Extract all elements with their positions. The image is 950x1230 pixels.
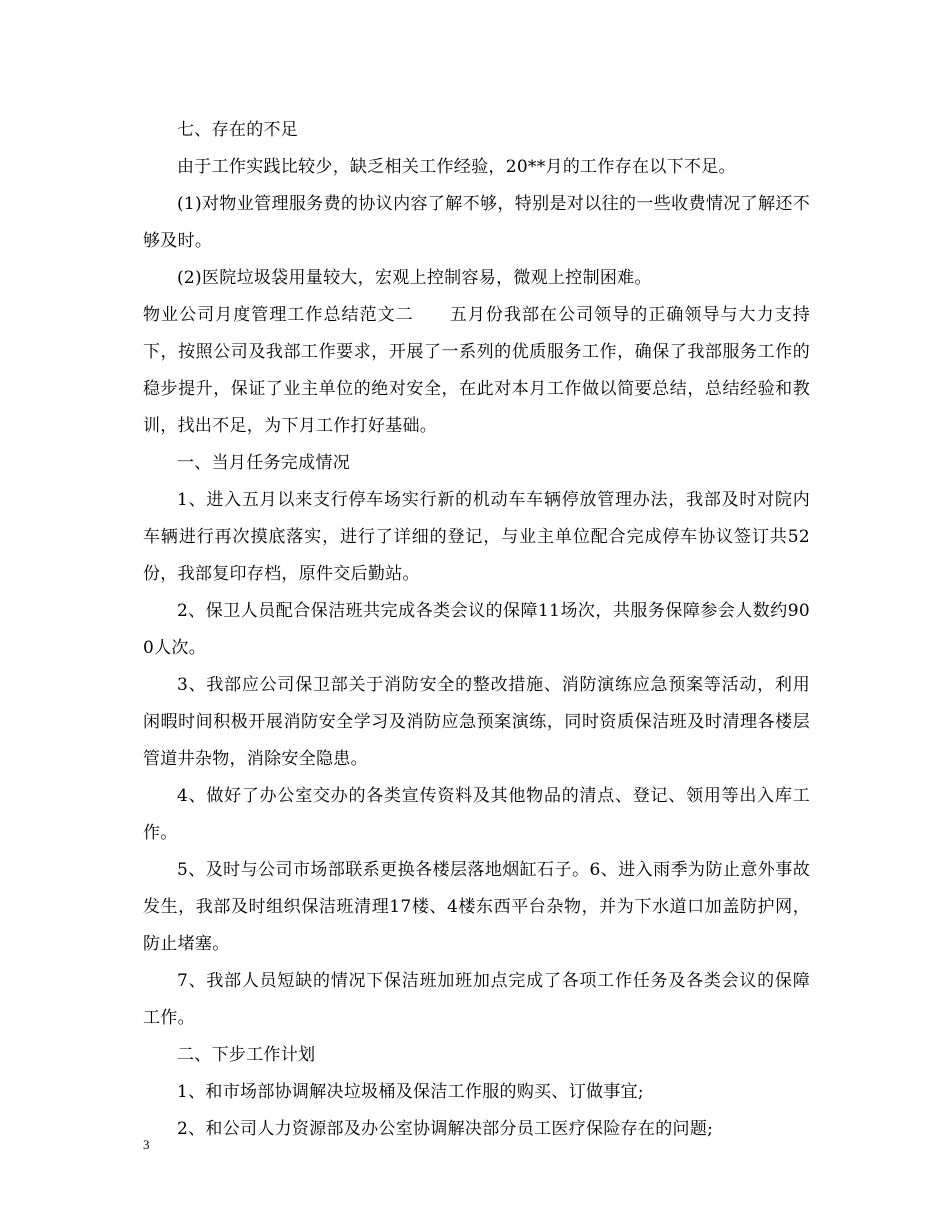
page-number: 3	[143, 1137, 150, 1152]
section-heading-monthly-tasks: 一、当月任务完成情况	[177, 453, 350, 473]
section-heading-next-plan: 二、下步工作计划	[177, 1045, 316, 1065]
section-heading-shortcomings: 七、存在的不足	[177, 120, 299, 140]
paragraph: 1、和市场部协调解决垃圾桶及保洁工作服的购买、订做事宜;	[177, 1082, 644, 1102]
paragraph: 1、进入五月以来支行停车场实行新的机动车车辆停放管理办法，我部及时对院内车辆进行再次摸底落实，进行了详细的登记，与业主单位配合完成停车协议签订共52份，我部复印存档，原件交后勤站。	[143, 490, 810, 584]
paragraph: 4、做好了办公室交办的各类宣传资料及其他物品的清点、登记、领用等出入库工作。	[143, 786, 810, 843]
paragraph: 2、和公司人力资源部及办公室协调解决部分员工医疗保险存在的问题;	[177, 1119, 714, 1139]
paragraph: (2)医院垃圾袋用量较大，宏观上控制容易，微观上控制困难。	[177, 268, 652, 288]
paragraph: 5、及时与公司市场部联系更换各楼层落地烟缸石子。6、进入雨季为防止意外事故发生，我部及时组织保洁班清理17楼、4楼东西平台杂物，并为下水道口加盖防护网，防止堵塞。	[143, 860, 810, 954]
paragraph: 2、保卫人员配合保洁班共完成各类会议的保障11场次，共服务保障参会人数约900人次。	[143, 601, 810, 658]
paragraph: 由于工作实践比较少，缺乏相关工作经验，20**月的工作存在以下不足。	[177, 157, 736, 177]
paragraph: 7、我部人员短缺的情况下保洁班加班加点完成了各项工作任务及各类会议的保障工作。	[143, 971, 810, 1028]
document-body	[143, 112, 810, 1148]
paragraph: 3、我部应公司保卫部关于消防安全的整改措施、消防演练应急预案等活动，利用闲暇时间积极开展消防安全学习及消防应急预案演练，同时资质保洁班及时清理各楼层管道井杂物，消除安全隐患。	[143, 675, 810, 769]
paragraph-article-two-intro: 物业公司月度管理工作总结范文二 五月份我部在公司领导的正确领导与大力支持下，按照公司及我部工作要求，开展了一系列的优质服务工作，确保了我部服务工作的稳步提升，保证了业主单位的绝对安全，在此对本月工作做以简要总结，总结经验和教训，找出不足，为下月工作打好基础。	[143, 305, 810, 436]
paragraph: (1)对物业管理服务费的协议内容了解不够，特别是对以往的一些收费情况了解还不够及时。	[143, 194, 810, 251]
